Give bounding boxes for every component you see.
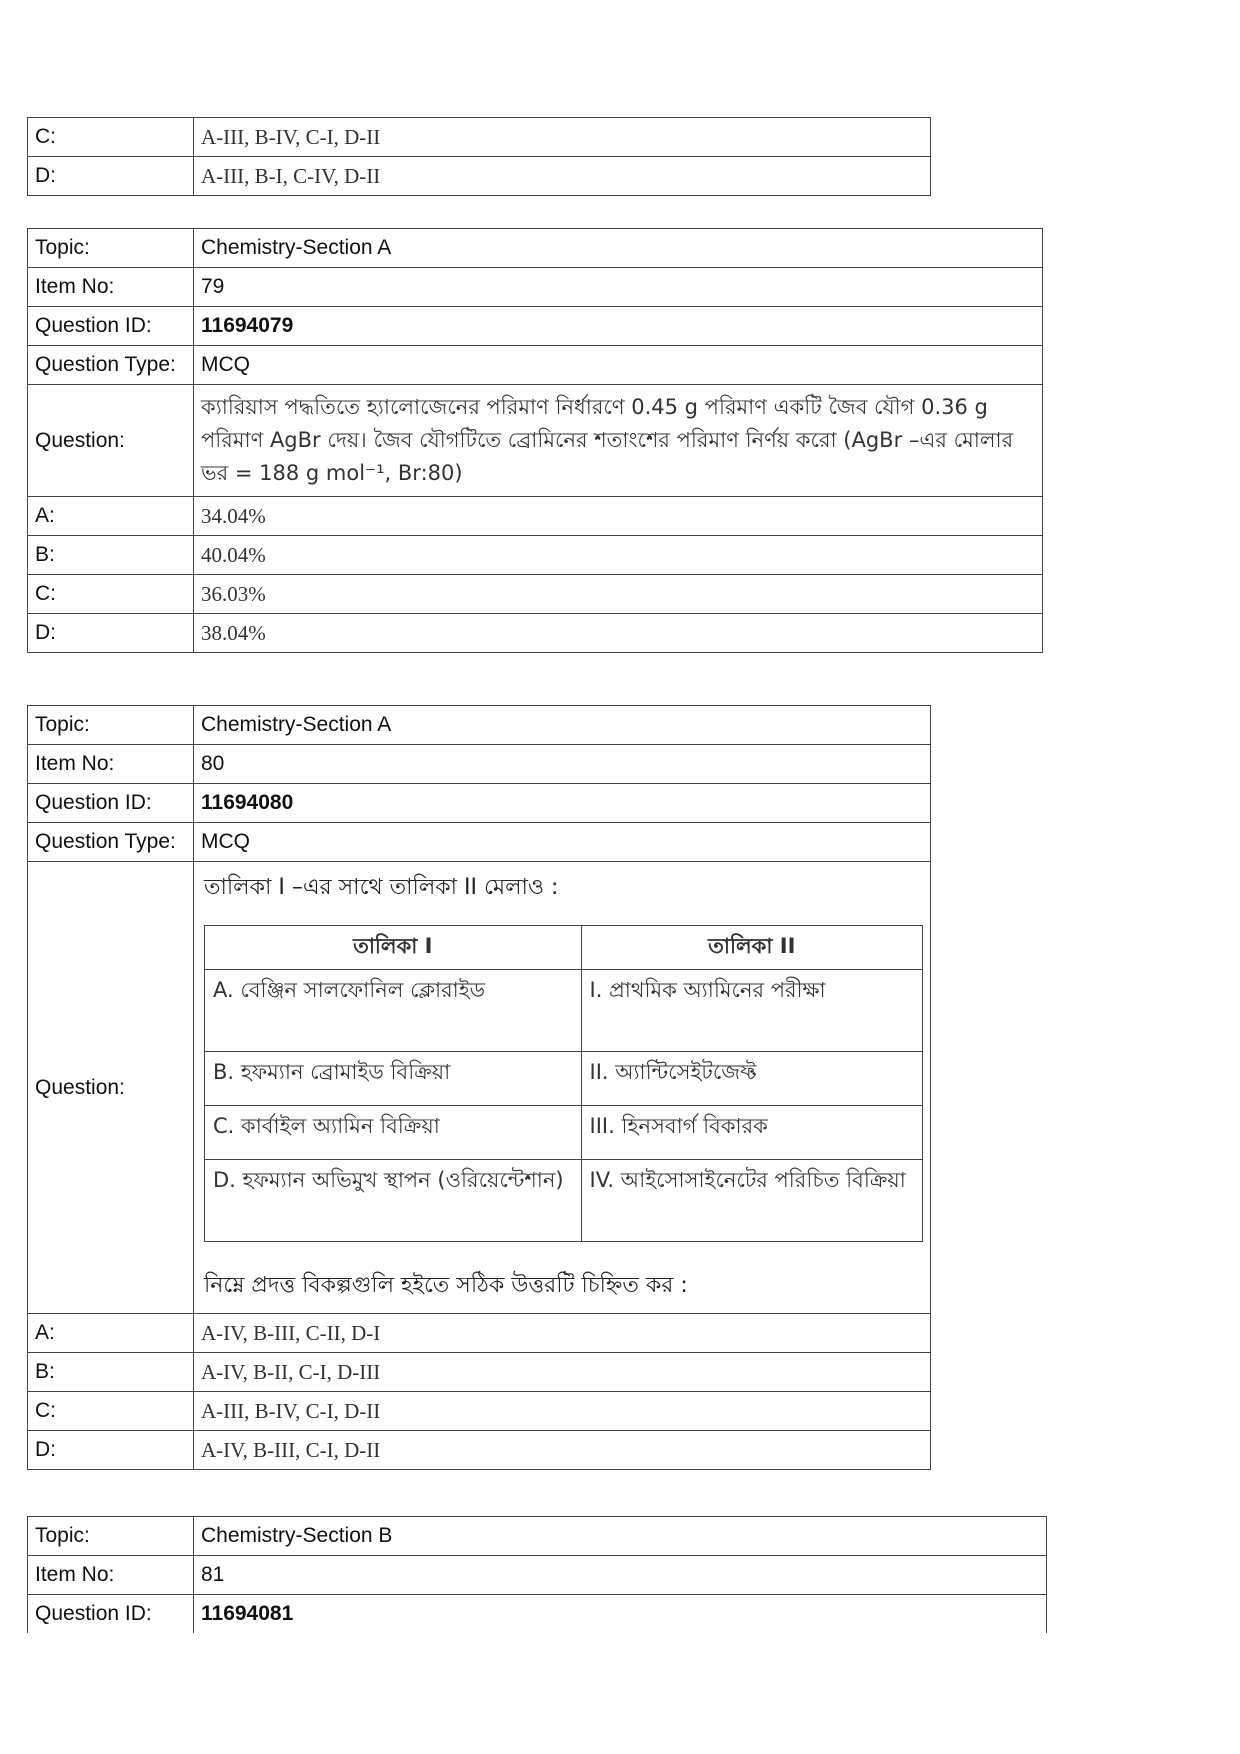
item-no-label: Item No: bbox=[28, 268, 194, 307]
topic-label: Topic: bbox=[28, 229, 194, 268]
item-no-label: Item No: bbox=[28, 745, 194, 784]
question-label: Question: bbox=[28, 385, 194, 497]
match-table bbox=[204, 925, 923, 1242]
match-col1-header: তালিকা I bbox=[205, 926, 582, 970]
question-text: ক্যারিয়াস পদ্ধতিতে হ্যালোজেনের পরিমাণ নির্ধারণে 0.45 g পরিমাণ একটি জৈব যৌগ 0.36 g পরিমাণ AgBr দেয়। জৈব যৌগটিতে ব্রোমিনের শতাংশের পরিমাণ নির্ণয় করো (AgBr –এর মোলার ভর = 188 g mol⁻¹, Br:80) bbox=[194, 385, 1043, 497]
match-left-item: B. হফম্যান ব্রোমাইড বিক্রিয়া bbox=[205, 1052, 582, 1106]
option-value: A-III, B-IV, C-I, D-II bbox=[194, 1392, 931, 1431]
match-left-item: A. বেঞ্জিন সালফোনিল ক্লোরাইড bbox=[205, 970, 582, 1052]
option-label: B: bbox=[28, 536, 194, 575]
option-value: A-IV, B-III, C-II, D-I bbox=[194, 1314, 931, 1353]
question-type-label: Question Type: bbox=[28, 823, 194, 862]
option-label: A: bbox=[28, 1314, 194, 1353]
topic-value: Chemistry-Section A bbox=[194, 706, 931, 745]
match-right-item: III. হিনসবার্গ বিকারক bbox=[581, 1106, 922, 1160]
item-no-value: 79 bbox=[194, 268, 1043, 307]
option-value: 38.04% bbox=[194, 614, 1043, 653]
question-type-value: MCQ bbox=[194, 823, 931, 862]
item-no-value: 81 bbox=[194, 1556, 1047, 1595]
match-right-item: I. প্রাথমিক অ্যামিনের পরীক্ষা bbox=[581, 970, 922, 1052]
option-label: B: bbox=[28, 1353, 194, 1392]
question-id-label: Question ID: bbox=[28, 784, 194, 823]
question-block-81 bbox=[27, 1516, 1047, 1633]
option-label: C: bbox=[28, 118, 194, 157]
question-block-79 bbox=[27, 228, 1043, 653]
option-value: 40.04% bbox=[194, 536, 1043, 575]
match-footer: নিম্নে প্রদত্ত বিকল্পগুলি হইতে সঠিক উত্তরটি চিহ্নিত কর : bbox=[204, 1273, 688, 1298]
option-value: A-III, B-I, C-IV, D-II bbox=[194, 157, 931, 196]
question-id-value: 11694079 bbox=[194, 307, 1043, 346]
question-block-prev bbox=[27, 117, 931, 196]
match-instruction: তালিকা I –এর সাথে তালিকা II মেলাও : bbox=[204, 875, 559, 900]
option-label: C: bbox=[28, 1392, 194, 1431]
match-right-item: II. অ্যান্টিসেইটজেফ্ট bbox=[581, 1052, 922, 1106]
option-value: 34.04% bbox=[194, 497, 1043, 536]
topic-label: Topic: bbox=[28, 706, 194, 745]
match-left-item: D. হফম্যান অভিমুখ স্থাপন (ওরিয়েন্টেশান) bbox=[205, 1160, 582, 1242]
option-value: A-III, B-IV, C-I, D-II bbox=[194, 118, 931, 157]
topic-value: Chemistry-Section A bbox=[194, 229, 1043, 268]
topic-label: Topic: bbox=[28, 1517, 194, 1556]
option-label: D: bbox=[28, 157, 194, 196]
option-label: D: bbox=[28, 1431, 194, 1470]
question-label: Question: bbox=[28, 862, 194, 1314]
question-block-80 bbox=[27, 705, 931, 1470]
match-right-item: IV. আইসোসাইনেটের পরিচিত বিক্রিয়া bbox=[581, 1160, 922, 1242]
match-col2-header: তালিকা II bbox=[581, 926, 922, 970]
item-no-label: Item No: bbox=[28, 1556, 194, 1595]
option-value: 36.03% bbox=[194, 575, 1043, 614]
question-id-label: Question ID: bbox=[28, 307, 194, 346]
option-value: A-IV, B-II, C-I, D-III bbox=[194, 1353, 931, 1392]
option-label: A: bbox=[28, 497, 194, 536]
match-left-item: C. কার্বাইল অ্যামিন বিক্রিয়া bbox=[205, 1106, 582, 1160]
item-no-value: 80 bbox=[194, 745, 931, 784]
question-id-label: Question ID: bbox=[28, 1595, 194, 1634]
question-type-value: MCQ bbox=[194, 346, 1043, 385]
option-label: D: bbox=[28, 614, 194, 653]
option-value: A-IV, B-III, C-I, D-II bbox=[194, 1431, 931, 1470]
question-type-label: Question Type: bbox=[28, 346, 194, 385]
topic-value: Chemistry-Section B bbox=[194, 1517, 1047, 1556]
question-content bbox=[194, 862, 931, 1314]
question-id-value: 11694081 bbox=[194, 1595, 1047, 1634]
question-id-value: 11694080 bbox=[194, 784, 931, 823]
option-label: C: bbox=[28, 575, 194, 614]
